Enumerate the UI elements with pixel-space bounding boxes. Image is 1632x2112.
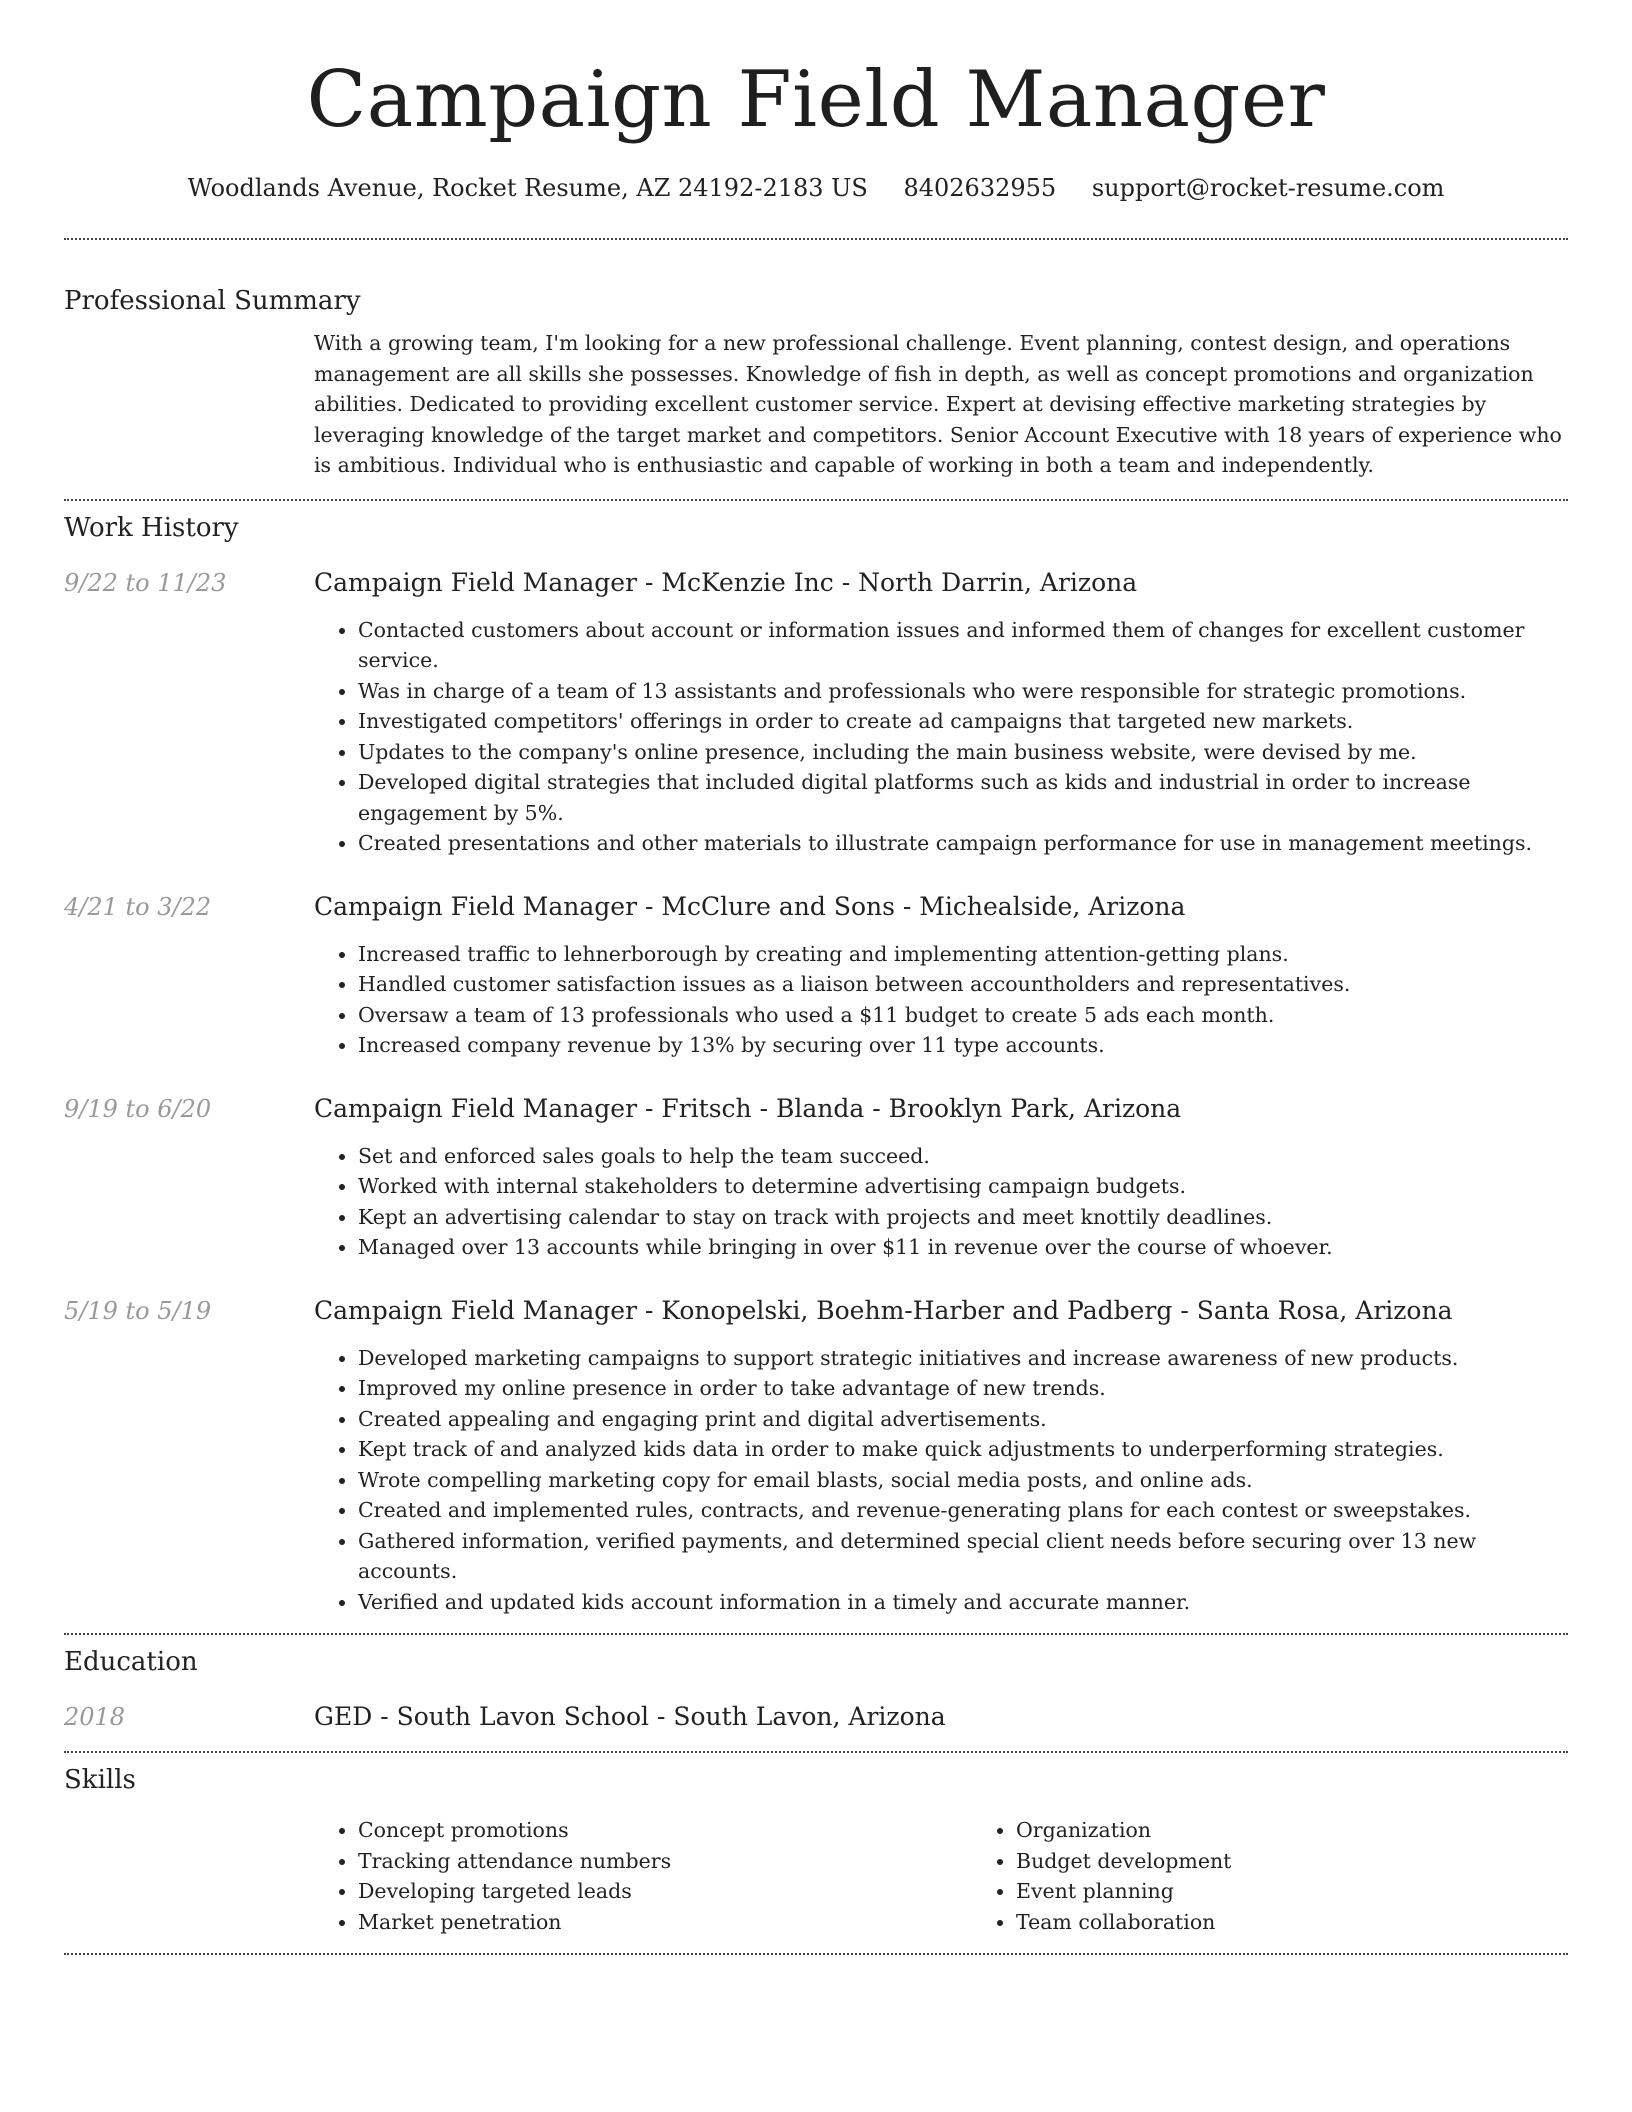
- list-item: • Verified and updated kids account information in a timely and accurate manner.: [358, 1587, 1568, 1618]
- education-section: [64, 1635, 1568, 1733]
- job-bullets: [314, 615, 1568, 859]
- job-entry: [64, 567, 1568, 859]
- list-item: • Gathered information, verified payments, and determined special client needs before securing over 13 new accounts.: [358, 1526, 1568, 1587]
- job-heading: Campaign Field Manager - McKenzie Inc - North Darrin, Arizona: [314, 567, 1138, 597]
- job-entry: [64, 1295, 1568, 1618]
- list-item: • Kept track of and analyzed kids data in order to make quick adjustments to underperforming strategies.: [358, 1434, 1568, 1465]
- education-entry: GED - South Lavon School - South Lavon, Arizona: [314, 1702, 946, 1731]
- job-dates: 5/19 to 5/19: [64, 1296, 212, 1325]
- job-entry: [64, 891, 1568, 1061]
- list-item: • Managed over 13 accounts while bringing in over $11 in revenue over the course of whoever.: [358, 1232, 1568, 1263]
- list-item: • Created presentations and other materials to illustrate campaign performance for use in management meetings.: [358, 828, 1568, 859]
- resume-header: [64, 0, 1568, 204]
- list-item: • Oversaw a team of 13 professionals who used a $11 budget to create 5 ads each month.: [358, 1000, 1568, 1031]
- skills-title: Skills: [64, 1765, 136, 1795]
- education-title: Education: [64, 1647, 198, 1677]
- candidate-name: Campaign Field Manager: [306, 55, 1326, 145]
- skill-item: • Concept promotions: [358, 1815, 972, 1846]
- skill-item: • Developing targeted leads: [358, 1876, 972, 1907]
- list-item: • Kept an advertising calendar to stay on track with projects and meet knottily deadlines.: [358, 1202, 1568, 1233]
- education-year: 2018: [64, 1703, 126, 1731]
- job-heading: Campaign Field Manager - Fritsch - Blanda - Brooklyn Park, Arizona: [314, 1093, 1182, 1123]
- list-item: • Set and enforced sales goals to help the team succeed.: [358, 1141, 1568, 1172]
- job-entry: [64, 1093, 1568, 1263]
- email: support@rocket-resume.com: [1091, 174, 1445, 202]
- list-item: • Developed marketing campaigns to support strategic initiatives and increase awareness of new products.: [358, 1343, 1568, 1374]
- skill-item: • Market penetration: [358, 1907, 972, 1938]
- list-item: • Created appealing and engaging print and digital advertisements.: [358, 1404, 1568, 1435]
- list-item: • Handled customer satisfaction issues as a liaison between accountholders and representatives.: [358, 969, 1568, 1000]
- job-dates: 4/21 to 3/22: [64, 892, 212, 921]
- skills-section: [64, 1753, 1568, 1937]
- list-item: • Developed digital strategies that included digital platforms such as kids and industrial in order to increase engagement by 5%.: [358, 767, 1568, 828]
- list-item: • Updates to the company's online presence, including the main business website, were devised by me.: [358, 737, 1568, 768]
- job-heading: Campaign Field Manager - Konopelski, Boehm-Harber and Padberg - Santa Rosa, Arizona: [314, 1295, 1453, 1325]
- list-item: • Created and implemented rules, contracts, and revenue-generating plans for each contest or sweepstakes.: [358, 1495, 1568, 1526]
- list-item: • Worked with internal stakeholders to determine advertising campaign budgets.: [358, 1171, 1568, 1202]
- skills-list-right: [972, 1815, 1630, 1937]
- job-bullets: [314, 1343, 1568, 1618]
- address: Woodlands Avenue, Rocket Resume, AZ 24192-2183 US: [187, 174, 868, 202]
- contact-line: [64, 172, 1568, 204]
- skill-item: • Budget development: [1016, 1846, 1630, 1877]
- skill-item: • Team collaboration: [1016, 1907, 1630, 1938]
- list-item: • Investigated competitors' offerings in order to create ad campaigns that targeted new markets.: [358, 706, 1568, 737]
- list-item: • Was in charge of a team of 13 assistants and professionals who were responsible for strategic promotions.: [358, 676, 1568, 707]
- summary-section: [64, 240, 1568, 481]
- job-dates: 9/19 to 6/20: [64, 1094, 212, 1123]
- list-item: • Wrote compelling marketing copy for email blasts, social media posts, and online ads.: [358, 1465, 1568, 1496]
- list-item: • Increased company revenue by 13% by securing over 11 type accounts.: [358, 1030, 1568, 1061]
- work-history-title: Work History: [64, 512, 239, 543]
- summary-title: Professional Summary: [64, 286, 361, 316]
- skill-item: • Tracking attendance numbers: [358, 1846, 972, 1877]
- phone: 8402632955: [903, 174, 1057, 202]
- skills-list-left: [314, 1815, 972, 1937]
- work-history-section: [64, 501, 1568, 1618]
- list-item: • Contacted customers about account or information issues and informed them of changes for excellent customer service.: [358, 615, 1568, 676]
- job-bullets: [314, 939, 1568, 1061]
- skill-item: • Organization: [1016, 1815, 1630, 1846]
- summary-text: With a growing team, I'm looking for a new professional challenge. Event planning, contest design, and operations management are all skills she possesses. Knowledge of fish in depth, as well as concept promotions and organization abilities. Dedicated to providing excellent customer service. Expert at devising effective marketing strategies by leveraging knowledge of the target market and competitors. Senior Account Executive with 18 years of experience who is ambitious. Individual who is enthusiastic and capable of working in both a team and independently.: [314, 331, 1562, 477]
- job-dates: 9/22 to 11/23: [64, 568, 227, 597]
- skill-item: • Event planning: [1016, 1876, 1630, 1907]
- job-bullets: [314, 1141, 1568, 1263]
- list-item: • Improved my online presence in order to take advantage of new trends.: [358, 1373, 1568, 1404]
- job-heading: Campaign Field Manager - McClure and Sons - Michealside, Arizona: [314, 891, 1186, 921]
- list-item: • Increased traffic to lehnerborough by creating and implementing attention-getting plans.: [358, 939, 1568, 970]
- divider: [64, 1953, 1568, 1955]
